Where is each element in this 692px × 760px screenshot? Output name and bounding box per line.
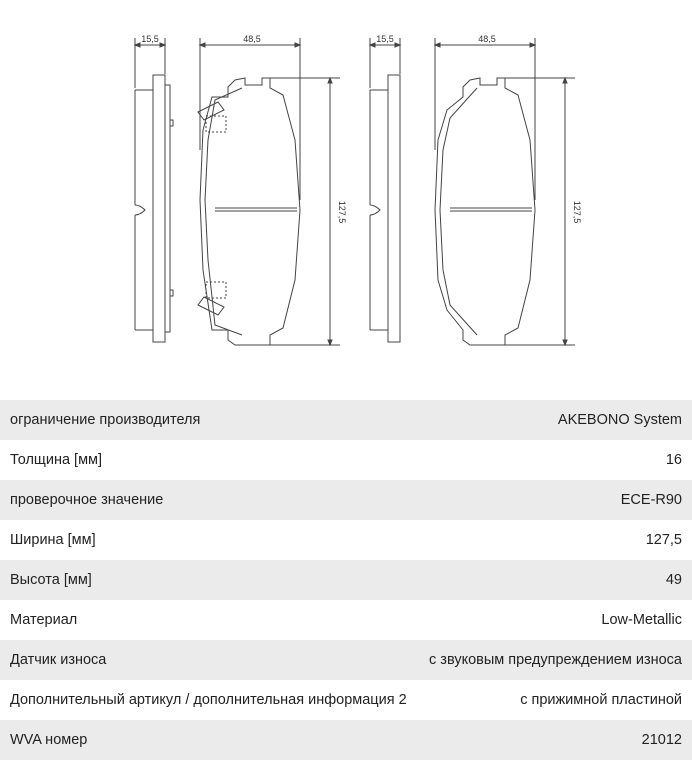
pad1-length-label: 127,5 [337,200,347,224]
pad2-thickness-dimension [370,38,400,88]
spec-label: Высота [мм] [10,572,92,588]
spec-row [0,600,692,640]
pad2-width-label: 48,5 [478,34,496,44]
pad2-thickness-label: 15,5 [376,34,394,44]
spec-value: 16 [665,452,682,468]
spec-label: Толщина [мм] [10,452,103,468]
specs-table [0,400,692,760]
spec-row [0,640,692,680]
spec-label: Дополнительный артикул / дополнительная информация 2 [10,692,407,708]
spec-row [0,680,692,720]
pad1-front-view [198,78,300,345]
spec-value: 127,5 [645,532,682,548]
spec-label: WVA номер [10,732,88,748]
spec-value: Low-Metallic [601,612,682,628]
spec-value: 49 [665,572,682,588]
spec-value: 21012 [641,732,682,748]
spec-label: проверочное значение [10,492,164,508]
spec-value: ECE-R90 [620,492,682,508]
spec-label: Материал [10,612,78,628]
spec-value: AKEBONO System [557,412,682,428]
pad1-thickness-label: 15,5 [141,34,159,44]
pad2-length-label: 127,5 [572,200,582,224]
spec-label: Ширина [мм] [10,532,96,548]
pad1-side-view [135,75,173,342]
spec-row [0,560,692,600]
pad1-thickness-dimension [135,38,165,88]
pad1-width-label: 48,5 [243,34,261,44]
pad2-front-view [435,78,535,345]
spec-row [0,480,692,520]
pad1-width-dimension [200,38,300,200]
spec-value: с прижимной пластиной [520,692,682,708]
pad2-side-view [370,75,400,342]
spec-row [0,520,692,560]
spec-value: с звуковым предупреждением износа [429,652,682,668]
spec-label: ограничение производителя [10,412,201,428]
spec-row [0,440,692,480]
spec-row [0,720,692,760]
spec-row [0,400,692,440]
spec-label: Датчик износа [10,652,107,668]
